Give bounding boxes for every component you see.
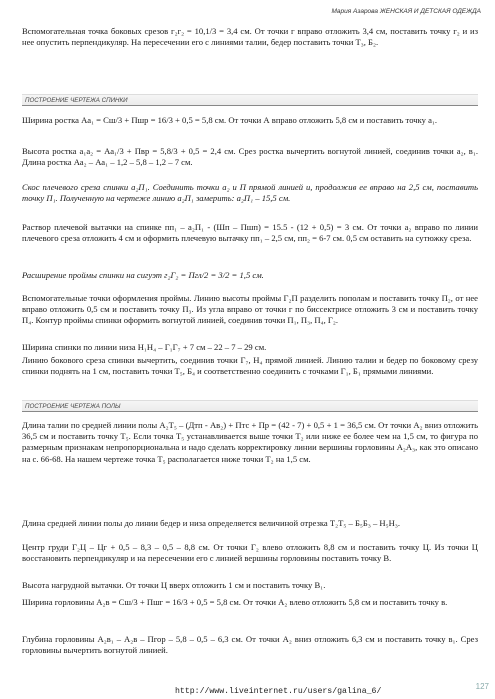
paragraph-side-seam-back: Линию бокового среза спинки вычертить, соединив точки Г₇, Н₄ прямой линией. Линию талии и бедер по боковому срезу спинки поднять на 1 см, поставить точки Т₅, Б₄ и соответственно соединить с точками Г₁, Б₁ прямыми линиями. [22, 355, 478, 377]
section-header-front: ПОСТРОЕНИЕ ЧЕРТЕЖА ПОЛЫ [22, 400, 478, 412]
paragraph-bust-center: Центр груди Г₂Ц – Цг + 0,5 – 8,3 – 0,5 – 8,8 см. От точки Г₂ влево отложить 8,8 см и поставить точку Ц. Из точки Ц восстановить перпендикуляр и на пересечении его с линией вершины горловины поставить точку В. [22, 542, 478, 564]
paragraph-neck-depth: Глубина горловины А₂в₁ – А₂в – Пгор – 5,8 – 0,5 – 6,3 см. От точки А₂ вниз отложить 6,3 см и поставить точку в₁. Срез горловины вычертить вогнутой линией. [22, 634, 478, 656]
paragraph-shoulder-dart: Раствор плечевой вытачки на спинке пп₁ – а₂П₁ - (Шп – Пшп) = 15.5 - (12 + 0,5) = 3 см. От точки а₂ вправо по линии плечевого среза отложить 4 см и оформить плечевую вытачку пп₁ – 2,5 см, пп₂ = 6-7 см. 0,5 см оставить на сутюжку среза. [22, 222, 478, 244]
section-header-back: ПОСТРОЕНИЕ ЧЕРТЕЖА СПИНКИ [22, 94, 478, 106]
paragraph-back-hem-width: Ширина спинки по линии низа Н₁Н₄ – Г₁Г₇ + 7 см – 22 – 7 – 29 см. [22, 342, 267, 352]
paragraph-side-seam-points: Вспомогательная точка боковых срезов г₂г₂ = 10,1/3 = 3,4 см. От точки г вправо отложить 3,4 см, поставить точку г₂ и из нее опустить перпендикуляр. На пересечении его с линиями талии, бедер поставить точки Т₃, Б₂. [22, 26, 478, 48]
paragraph-neck-width: Ширина горловины А₂в = Сш/3 + Пшг = 16/3 + 0,5 = 5,8 см. От точки А₂ влево отложить 5,8 см и поставить точку в. [22, 597, 448, 607]
source-url: http://www.liveinternet.ru/users/galina_6/ [175, 687, 382, 696]
paragraph-shoulder-slope: Скос плечевого среза спинки а₂П₁. Соединить точки а₂ и П прямой линией и, продолжив ее вправо на 2,5 см, поставить точку П₁. Полученную на чертеже линию а₂П₁ замерить: а₂П₁ – 15,5 см. [22, 182, 478, 204]
paragraph-bust-dart-height: Высота нагрудной вытачки. От точки Ц вверх отложить 1 см и поставить точку В₁. [22, 580, 326, 590]
paragraph-front-center-line: Длина средней линии полы до линии бедер и низа определяется величиной отрезка Т₂Т₅ – Б₅Б₃ – Н₅Н₃. [22, 518, 400, 528]
paragraph-back-height: Высота ростка а₁а₂ = Аа₁/3 + Пвр = 5,8/3 + 0,5 = 2,4 см. Срез ростка вычертить вогнутой линией, соединив точки а₂, в₁. Длина ростка Аа₂ – Аа₁ – 1,2 – 5,8 – 1,2 – 7 см. [22, 146, 478, 168]
paragraph-armhole-widen: Расширение проймы спинки на сигуэт г₂Г₂ = Пгл/2 = 3/2 = 1,5 см. [22, 270, 264, 280]
page-number: 127 [475, 682, 489, 691]
paragraph-back-width: Ширина ростка Аа₁ = Сш/3 + Пшр = 16/3 + 0,5 = 5,8 см. От точки А вправо отложить 5,8 см и поставить точку а₁. [22, 115, 438, 125]
paragraph-armhole-points: Вспомогательные точки оформления проймы. Линию высоты проймы Г₂П разделить пополам и поставить точку П₂, от нее вправо отложить 0,5 см и поставить точку П₃. Из угла вправо от точки г по биссектрисе отложить 3 см и поставить точку П₄. Контур проймы спинки оформить вогнутой линией, соединив точки П₁, П₃, П₄, Г₂. [22, 293, 478, 326]
running-header: Мария Азарова ЖЕНСКАЯ И ДЕТСКАЯ ОДЕЖДА [331, 8, 481, 15]
paragraph-front-waist-length: Длина талии по средней линии полы А₂Т₅ – (Дтп - Ав₂) + Птс + Пр = (42 - 7) + 0,5 + 1 = 36,5 см. От точки А₂ вниз отложить 36,5 см и поставить точку Т₅. Если точка Т₅ устанавливается выше точки Т₂ или ниже ее более чем на 1,5 см, то фигура по размерным признакам непропорциональна и надо сделать корректировку линии вершины горловины А₂А₃, как это описано на с. 66-68. На нашем чертеже точка Т₅ располагается ниже точки Т₂ на 1,5 см. [22, 420, 478, 464]
